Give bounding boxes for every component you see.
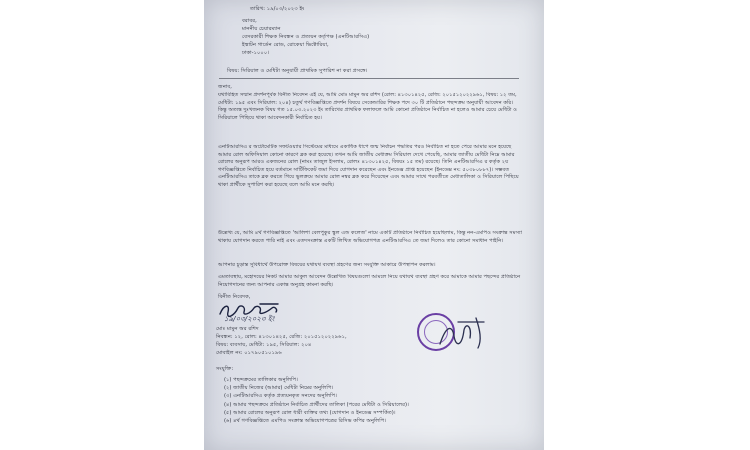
attachments-title: সংযুক্তি:	[216, 366, 234, 372]
attachment-item: (৫) আমার রোলের অনুরূপ রোল ধারী ব্যক্তির তথ্য (যোগদান ও ইনডেক্স সম্পর্কিত)।	[224, 409, 396, 416]
sender-name: মোঃ মামুন অর রশিদ	[216, 326, 259, 332]
subject-box	[219, 67, 519, 79]
sender-detail: বিষয়: ব্যবসায়, মেধিটা: ১৯৫, সিরিয়াল: ২০৪	[216, 342, 312, 348]
letter-page	[204, 0, 544, 450]
recipient-line: ঢাকা-১০০০।	[242, 50, 270, 56]
body-paragraph: যথাবিহিত সম্মান প্রদর্শনপূর্বক বিনীত নিবেদন এই যে, আমি মোঃ মামুন অর রশিদ (রোল: ৪১৩০১৪২৫, রেজি: ২০১৫১২০২২৯৬১, বিষয়: ১২ তম, মেধিটা: ১৯৫ এবং সিরিয়াল: ২০৪) চতুর্থ গণবিজ্ঞপ্তিতে প্রদর্শন বিষয়ে সেকেন্ডারির শিক্ষক পদে ৩০ টি প্রতিষ্ঠানে পছন্দক্রম অনুযায়ী আবেদন করি। কিন্তু অত্যন্ত দুঃখজনক বিষয় গত ১৫.০৩.২০২৩ ইং তারিখের প্রাথমিক ফলাফলে আমি কোনো প্রতিষ্ঠানে নির্বাচিত না হলেও আমার চেয়ে মেধিটা ও সিরিয়ালে পিছিয়ে থাকা আবেদনকারী নির্বাচিত হয়।	[218, 92, 517, 121]
closing: বিনীত নিবেদক,	[218, 294, 251, 300]
recipient-line: বরাবর,	[242, 18, 257, 24]
recipient-line: ইস্কাটন গার্ডেন রোড, রোকেয়া ভিক্টোরিয়া,	[242, 42, 329, 48]
attachment-item: (৪) আমার পছন্দক্রমে প্রতিষ্ঠানে নির্বাচিত প্রার্থীদের তালিকা (পরের মেধিটা ও সিরিয়ালের)।	[224, 401, 409, 408]
recipient-line: বেসরকারী শিক্ষক নিবন্ধন ও প্রত্যয়ন কর্তৃপক্ষ (এনটিআরসিএ)	[242, 34, 370, 40]
body-paragraph: আপনার চূড়ান্ত সুবিধার্থে উপরোক্ত বিষয়ের যথাযথ ব্যবস্থা গ্রহণের জন্য সংযুক্তি আকারে উপস্থাপন করলাম।	[218, 262, 436, 268]
attachment-item: (৬) ৪র্থ গণবিজ্ঞপ্তিতে এমপিও সংক্রান্ত অভিযোগপত্রের রিসিভ কপির অনুলিপি।	[224, 418, 387, 425]
attachments-list	[224, 376, 409, 425]
attachment-item: (২) জাতীয় নিজের (আমার) মেধিটা নিম্নের অনুলিপি।	[224, 385, 334, 392]
body-paragraph: এমতাবস্থায়, মহোদয়ের নিকট আমার আকুল আবেদন উল্লেখিত বিষয়গুলো আমলে নিয়ে যথাযথ ব্যবস্থা গ্রহণ করে আমাকে আমার পছন্দের প্রতিষ্ঠানে নিয়োগদানের জন্য আপনার একান্ত অনুগ্রহ কামনা করছি।	[218, 274, 521, 288]
receiver-signature	[436, 316, 492, 352]
body-paragraph: এনটিআরসিএ র অটোমেটিক সফটওয়্যার সিস্টেমের মাধ্যমে একাধিক ধাপে জন্ম নির্বাচন পদ্ধতির পরও নির্বাচিত না হতে পেরে আমার মনে হয়েছে আমার রোল অফিসিয়াল কোনো কারণে ব্লক করা হয়েছে। তখন আমি জাতীয় মেধাক্রম সিরিয়াল দেখে পেয়েছি, আমার জাতীয় মেধিটা নিম্নে আমার রোলের অনুরূপ আরও একজনের রোল (নামঃ তাজুল ইসলাম, রোলঃ ৪১৩০১৪২৫, বিষয়ঃ ১৫ তম) রয়েছে। তিনি এনটিআরসিএ র কর্তৃক ২য় গণবিজ্ঞপ্তিতে নির্বাচিত হয়ে বর্তমানে সার্টিফিকেট জমা দিয়ে যোগদান করেছেন এবং ইনডেক্স প্রাপ্ত হয়েছেন (ইনডেক্স নং: ৫০৩৮০৮৮৭)। সম্ভবত এনটিআরসিএ তাকে ব্লক করতে গিয়ে ভুলক্রমে আমার রোল নম্বর ব্লক করে দিয়েছেন এবং আমার সাথে পরবর্তীতে মেধাতালিকা ও সিরিয়ালে পিছিয়ে থাকা প্রার্থীকে সুপারিশ করা হয়েছে বলে আমি মনে করছি।	[218, 144, 519, 188]
body-paragraph: উল্লেখ্য যে, আমি ৪র্থ গণবিজ্ঞপ্তিতে 'আলিশা বেলপুকুর স্কুল এন্ড কলেজ' নামে একটি প্রতিষ্ঠানে নির্বাচিত হয়েছিলাম, কিন্তু নন-এমপিও সংক্রান্ত সমস্যা থাকায় যোগদান করতে পারি নাই এবং এতদসংক্রান্ত একটি লিখিত অভিযোগপত্র এনটিআরসিএ তে জমা দিলেও তার কোনো সমাধান পাইনি।	[218, 230, 522, 244]
subject-line: বিষয়: সিরিয়াল ও মেধিটা অনুযায়ী প্রাথমিক সুপারিশ না করা প্রসঙ্গে।	[227, 68, 368, 74]
salutation: জনাব,	[218, 84, 232, 90]
signature-date: ১৯/০৩/২০২৩ ইং	[224, 315, 275, 323]
attachment-item: (৩) এনটিআরসিএ কর্তৃক প্রত্যয়নকৃত সনদের অনুলিপি।	[224, 393, 337, 400]
recipient-line: মাননীয় চেয়ারম্যান	[242, 26, 281, 32]
attachment-item: (১) পছন্দক্রমের তালিকার অনুলিপি।	[224, 377, 298, 383]
sender-detail: নিবন্ধন: ১২, রোল: ৪১৩০১৪২৫, রেজি: ২০১৫১২০২২৯৬১,	[216, 334, 347, 340]
letter-date: তারিখ: ১৯/০৩/২০২৩ ইং	[250, 6, 305, 12]
sender-phone: মোবাইল নং: ০১৭৯০৫১০১৯৬	[216, 350, 282, 356]
